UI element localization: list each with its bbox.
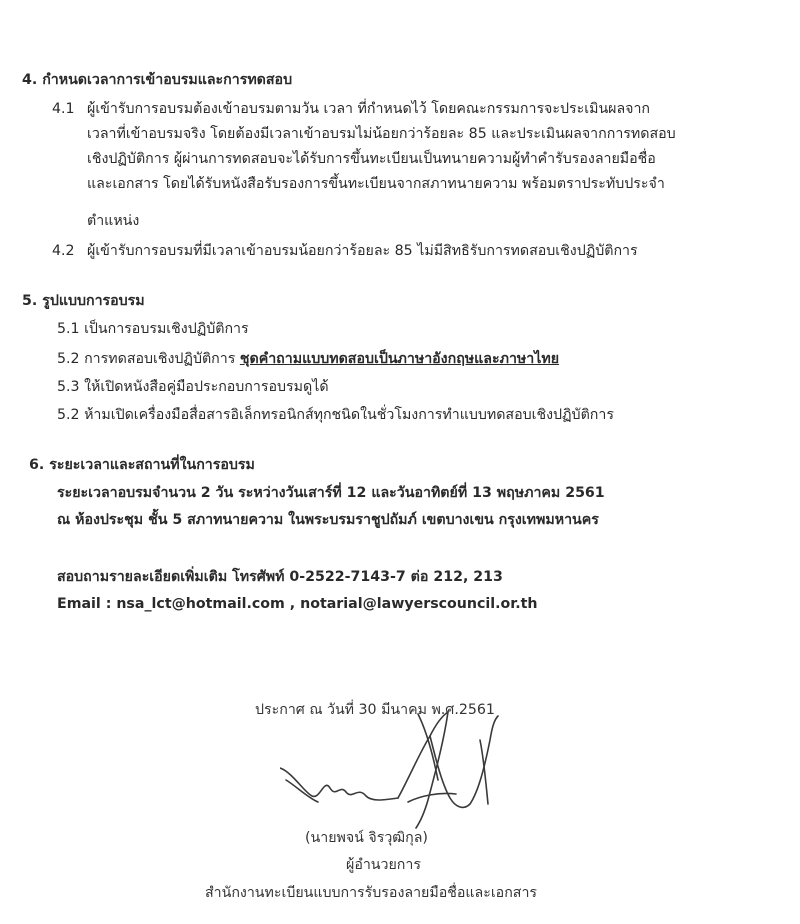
signer-title: ผู้อำนวยการ bbox=[346, 857, 421, 873]
item-4-1-line-2: เวลาที่เข้าอบรมจริง โดยต้องมีเวลาเข้าอบรมไม่น้อยกว่าร้อยละ 85 และประเมินผลจากการทดสอบ bbox=[87, 126, 676, 142]
item-4-1-number: 4.1 bbox=[52, 101, 75, 117]
item-4-1-line-1: ผู้เข้ารับการอบรมต้องเข้าอบรมตามวัน เวลา ที่กำหนดไว้ โดยคณะกรรมการจะประเมินผลจาก bbox=[87, 101, 651, 117]
item-4-1-line-5: ตำแหน่ง bbox=[87, 213, 140, 229]
announcement-date: ประกาศ ณ วันที่ 30 มีนาคม พ.ศ.2561 bbox=[255, 702, 495, 718]
contact-phone: สอบถามรายละเอียดเพิ่มเติม โทรศัพท์ 0-2522-7143-7 ต่อ 212, 213 bbox=[57, 569, 503, 585]
section-6-heading: 6. ระยะเวลาและสถานที่ในการอบรม bbox=[29, 457, 255, 473]
item-5-2-underlined: ชุดคำถามแบบทดสอบเป็นภาษาอังกฤษและภาษาไทย bbox=[239, 351, 560, 367]
contact-email: Email : nsa_lct@hotmail.com , notarial@lawyerscouncil.or.th bbox=[57, 596, 538, 612]
section-4-heading: 4. กำหนดเวลาการเข้าอบรมและการทดสอบ bbox=[22, 72, 293, 88]
item-5-4: 5.2 ห้ามเปิดเครื่องมือสื่อสารอิเล็กทรอนิกส์ทุกชนิดในชั่วโมงการทำแบบทดสอบเชิงปฏิบัติการ bbox=[57, 407, 614, 423]
section-6-line-2: ณ ห้องประชุม ชั้น 5 สภาทนายความ ในพระบรมราชูปถัมภ์ เขตบางเขน กรุงเทพมหานคร bbox=[57, 512, 599, 528]
item-4-1-line-3: เชิงปฏิบัติการ ผู้ผ่านการทดสอบจะได้รับการขึ้นทะเบียนเป็นทนายความผู้ทำคำรับรองลายมือชื่อ bbox=[87, 151, 656, 167]
item-4-2-text: ผู้เข้ารับการอบรมที่มีเวลาเข้าอบรมน้อยกว่าร้อยละ 85 ไม่มีสิทธิรับการทดสอบเชิงปฏิบัติการ bbox=[87, 243, 638, 259]
item-4-1-line-4: และเอกสาร โดยได้รับหนังสือรับรองการขึ้นทะเบียนจากสภาทนายความ พร้อมตราประทับประจำ bbox=[87, 176, 665, 192]
item-5-2-prefix: 5.2 การทดสอบเชิงปฏิบัติการ bbox=[57, 351, 240, 367]
item-4-2-number: 4.2 bbox=[52, 243, 75, 259]
item-5-1: 5.1 เป็นการอบรมเชิงปฏิบัติการ bbox=[57, 321, 249, 337]
item-5-2 bbox=[57, 349, 559, 369]
signer-name: (นายพจน์ จิรวุฒิกุล) bbox=[305, 830, 428, 846]
signature-scribble bbox=[280, 700, 510, 830]
signer-office: สำนักงานทะเบียนแบบการรับรองลายมือชื่อและเอกสาร bbox=[205, 885, 538, 901]
section-6-line-1: ระยะเวลาอบรมจำนวน 2 วัน ระหว่างวันเสาร์ที่ 12 และวันอาทิตย์ที่ 13 พฤษภาคม 2561 bbox=[57, 485, 605, 501]
item-5-3: 5.3 ให้เปิดหนังสือคู่มือประกอบการอบรมดูได้ bbox=[57, 379, 329, 395]
section-5-heading: 5. รูปแบบการอบรม bbox=[22, 293, 145, 309]
